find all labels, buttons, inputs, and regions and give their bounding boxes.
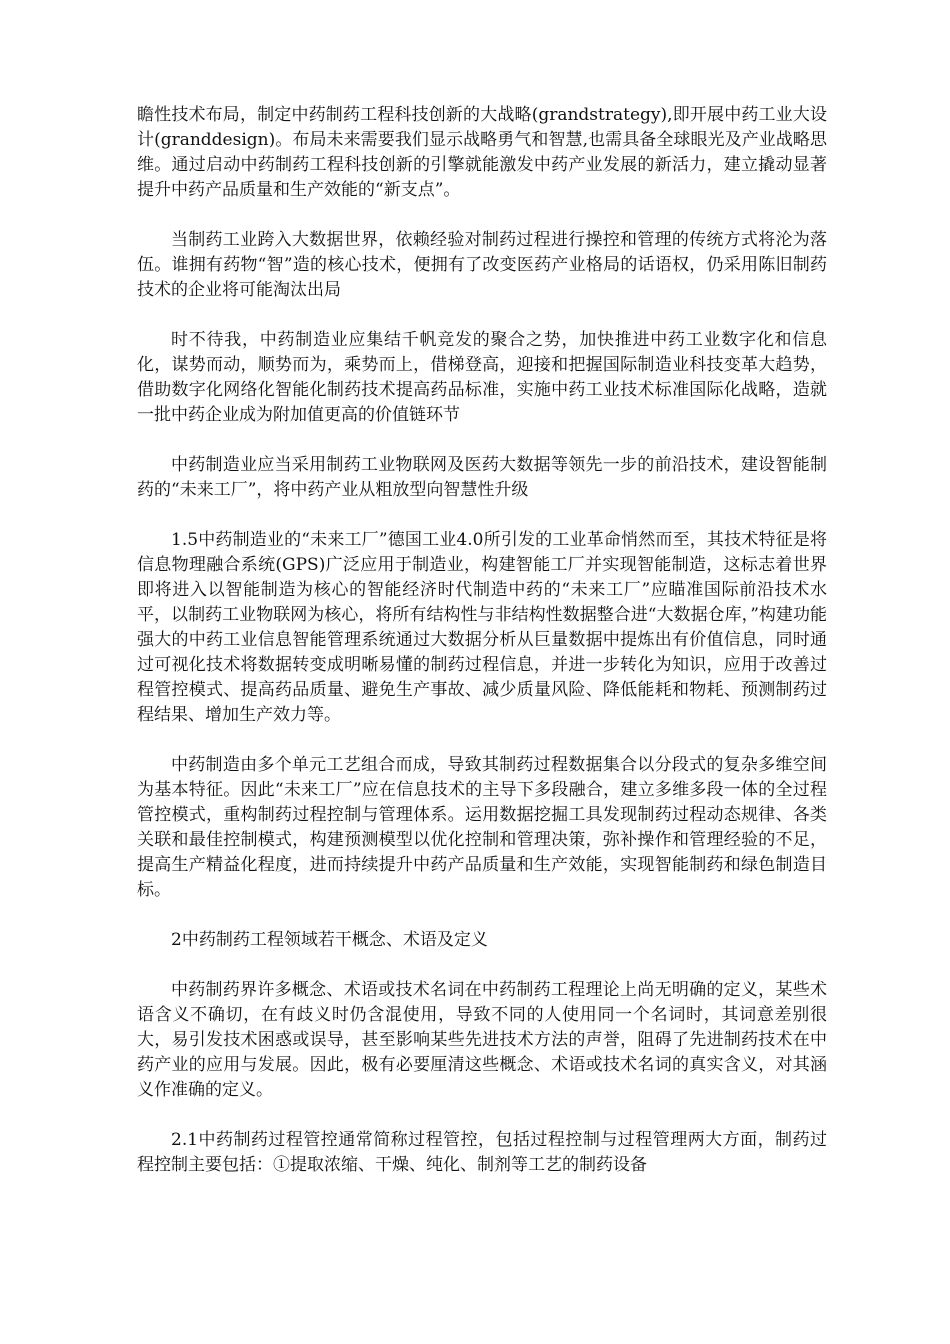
paragraph-1: 瞻性技术布局，制定中药制药工程科技创新的大战略(grandstrategy),即开展中药工业大设计(granddesign)。布局未来需要我们显示战略勇气和智慧,也需具备全球眼光及产业战略思维。通过启动中药制药工程科技创新的引擎就能激发中药产业发展的新活力，建立撬动显著提升中药产品质量和生产效能的“新支点”。 — [137, 105, 827, 200]
paragraph-4: 中药制造业应当采用制药工业物联网及医药大数据等领先一步的前沿技术，建设智能制药的“未来工厂”，将中药产业从粗放型向智慧性升级 — [137, 455, 827, 500]
document-body — [137, 103, 827, 1178]
paragraph-3: 时不待我，中药制造业应集结千帆竞发的聚合之势，加快推进中药工业数字化和信息化，谋势而动，顺势而为，乘势而上，借梯登高，迎接和把握国际制造业科技变革大趋势，借助数字化网络化智能化制药技术提高药品标准，实施中药工业技术标准国际化战略，造就一批中药企业成为附加值更高的价值链环节 — [137, 330, 827, 425]
paragraph-7: 中药制药界许多概念、术语或技术名词在中药制药工程理论上尚无明确的定义，某些术语含义不确切，在有歧义时仍含混使用，导致不同的人使用同一个名词时，其词意差别很大，易引发技术困惑或误导，甚至影响某些先进技术方法的声誉，阻碍了先进制药技术在中药产业的应用与发展。因此，极有必要厘清这些概念、术语或技术名词的真实含义，对其涵义作准确的定义。 — [137, 980, 827, 1100]
paragraph-5: 1.5中药制造业的“未来工厂”德国工业4.0所引发的工业革命悄然而至，其技术特征是将信息物理融合系统(GPS)广泛应用于制造业，构建智能工厂并实现智能制造，这标志着世界即将进入以智能制造为核心的智能经济时代制造中药的“未来工厂”应瞄准国际前沿技术水平，以制药工业物联网为核心，将所有结构性与非结构性数据整合进“大数据仓库，”构建功能强大的中药工业信息智能管理系统通过大数据分析从巨量数据中提炼出有价值信息，同时通过可视化技术将数据转变成明晰易懂的制药过程信息，并进一步转化为知识，应用于改善过程管控模式、提高药品质量、避免生产事故、减少质量风险、降低能耗和物耗、预测制药过程结果、增加生产效力等。 — [137, 530, 827, 725]
paragraph-6: 中药制造由多个单元工艺组合而成，导致其制药过程数据集合以分段式的复杂多维空间为基本特征。因此“未来工厂”应在信息技术的主导下多段融合，建立多维多段一体的全过程管控模式，重构制药过程控制与管理体系。运用数据挖掘工具发现制药过程动态规律、各类关联和最佳控制模式，构建预测模型以优化控制和管理决策，弥补操作和管理经验的不足，提高生产精益化程度，进而持续提升中药产品质量和生产效能，实现智能制药和绿色制造目标。 — [137, 755, 827, 900]
paragraph-8: 2.1中药制药过程管控通常简称过程管控，包括过程控制与过程管理两大方面，制药过程控制主要包括：①提取浓缩、干燥、纯化、制剂等工艺的制药设备 — [137, 1130, 827, 1175]
section-heading: 2中药制药工程领域若干概念、术语及定义 — [171, 930, 488, 950]
paragraph-2: 当制药工业跨入大数据世界，依赖经验对制药过程进行操控和管理的传统方式将沦为落伍。谁拥有药物“智”造的核心技术，便拥有了改变医药产业格局的话语权，仍采用陈旧制药技术的企业将可能淘汰出局 — [137, 230, 827, 300]
